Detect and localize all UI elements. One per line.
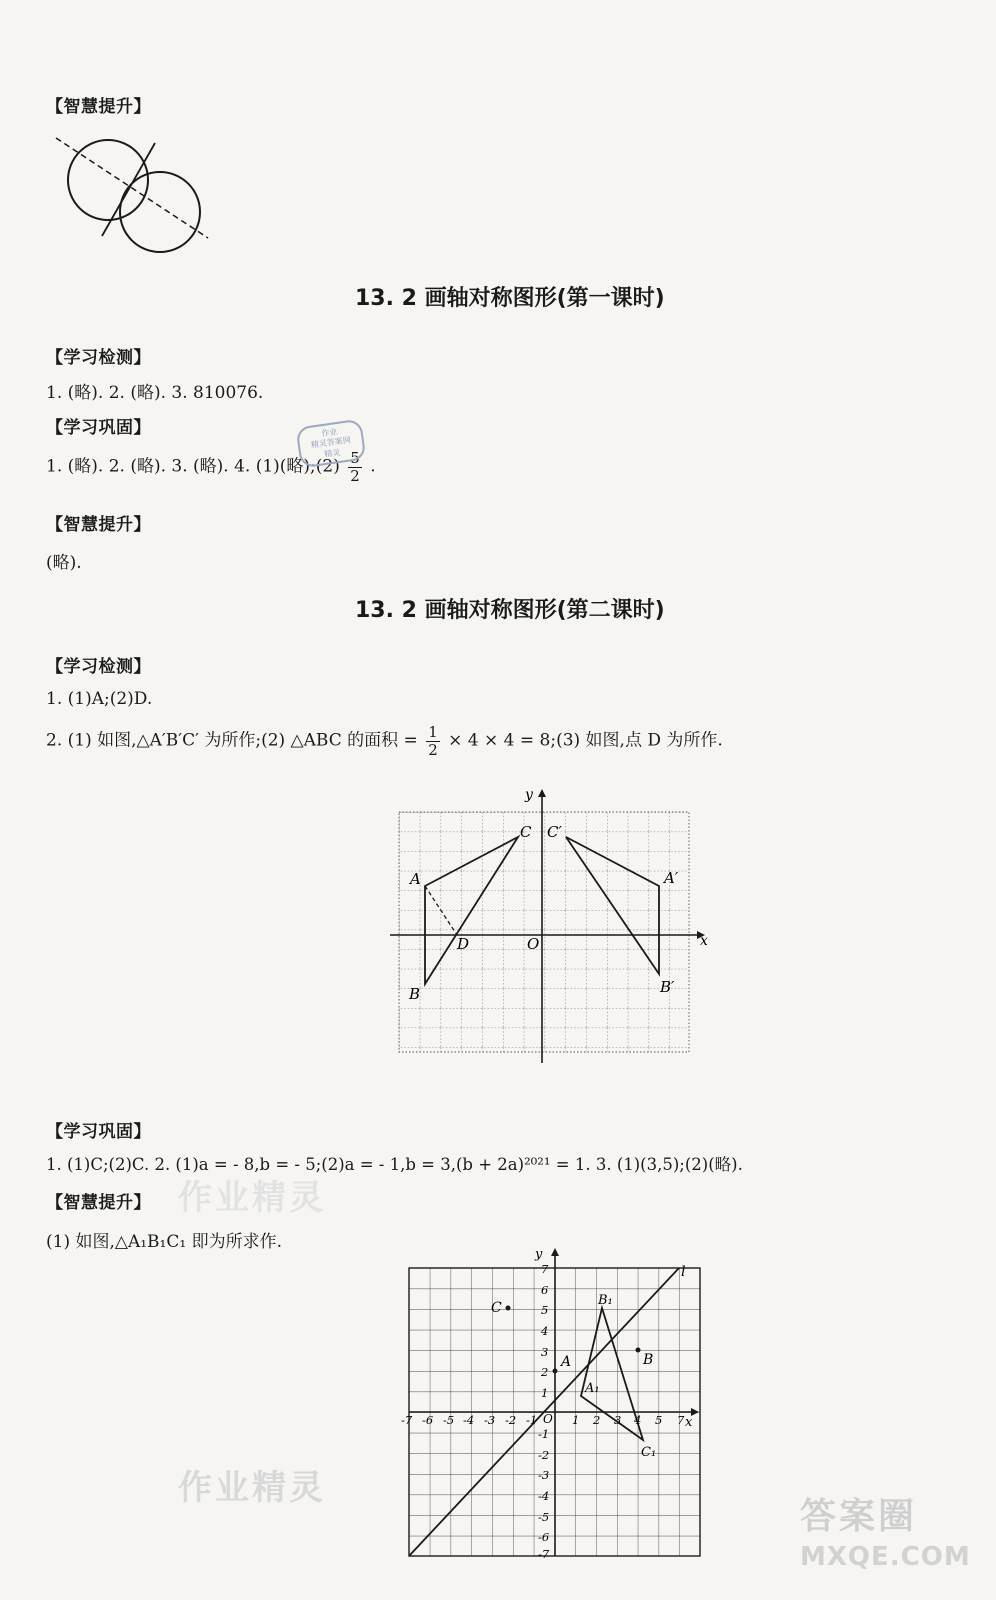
lesson-title-2: 13. 2 画轴对称图形(第二课时) [355, 598, 665, 623]
x-tick: -3 [484, 1413, 496, 1427]
y-tick: 1 [541, 1386, 549, 1400]
label-b: B [409, 985, 421, 1003]
y-tick: 7 [541, 1262, 549, 1276]
y-tick: -7 [538, 1547, 550, 1561]
label-x: x [700, 933, 708, 949]
x-tick: 2 [593, 1413, 601, 1427]
stamp-text: 精灵答案网 [310, 435, 352, 451]
answer-line: (1) 如图,△A₁B₁C₁ 即为所求作. [46, 1232, 282, 1252]
answer-line: 1. (1)C;(2)C. 2. (1)a = - 8,b = - 5;(2)a = - 1,b = 3,(b + 2a)²⁰²¹ = 1. 3. (1)(3,5);(2)(略). [46, 1155, 743, 1174]
section-header-zhihui-1: 【智慧提升】 [46, 515, 151, 535]
answer-line: 1. (1)A;(2)D. [46, 689, 153, 709]
watermark: 作业精灵 [178, 1178, 326, 1218]
label-o: O [527, 935, 540, 953]
point-c [506, 1306, 511, 1311]
two-circles-figure [50, 128, 220, 258]
watermark: MXQE.COM [800, 1542, 971, 1572]
y-tick: 6 [541, 1283, 549, 1297]
label-y: y [525, 787, 533, 803]
lesson-title-1: 13. 2 画轴对称图形(第一课时) [355, 286, 665, 311]
y-tick: 4 [541, 1324, 549, 1338]
watermark: 作业精灵 [178, 1468, 326, 1508]
label-l: l [681, 1264, 686, 1280]
point-a [553, 1369, 558, 1374]
stamp-text: 作业 [320, 427, 339, 439]
fraction-denominator: 2 [428, 740, 438, 759]
x-tick: -7 [401, 1413, 413, 1427]
stamp-text: 精灵 [323, 447, 341, 459]
label-c1: C₁ [641, 1445, 657, 1460]
fraction-denominator: 2 [350, 466, 360, 485]
y-tick: 5 [541, 1303, 549, 1317]
label-c-prime: C′ [547, 823, 562, 841]
answer-text: 2. (1) 如图,△A′B′C′ 为所作;(2) △ABC 的面积 = [46, 730, 418, 751]
y-axis-arrow [538, 789, 546, 797]
label-b1: B₁ [598, 1293, 613, 1308]
label-c: C [520, 823, 532, 841]
point-b [636, 1348, 641, 1353]
label-c: C [491, 1300, 502, 1316]
x-tick: 1 [572, 1413, 580, 1427]
y-tick: -6 [538, 1530, 550, 1544]
section-header-gonggu-2: 【学习巩固】 [46, 1122, 151, 1142]
section-header-gonggu-1: 【学习巩固】 [46, 418, 151, 438]
answer-text: . [370, 456, 376, 477]
label-b: B [643, 1352, 654, 1368]
answer-text: 1. (略). 2. (略). 3. (略). 4. (1)(略);(2) [46, 456, 340, 477]
label-x: x [685, 1415, 693, 1430]
answer-line: 1. (略). 2. (略). 3. 810076. [46, 383, 264, 403]
y-axis-arrow [551, 1248, 559, 1256]
label-y: y [535, 1247, 543, 1262]
label-a-prime: A′ [664, 869, 679, 887]
y-tick: -4 [538, 1489, 550, 1503]
answer-text: × 4 × 4 = 8;(3) 如图,点 D 为所作. [448, 730, 723, 751]
x-tick: -4 [463, 1413, 475, 1427]
x-tick: 3 [614, 1413, 622, 1427]
label-o: O [543, 1412, 553, 1426]
x-tick: -5 [443, 1413, 455, 1427]
section-header-zhihui-2: 【智慧提升】 [46, 1193, 151, 1213]
symmetry-axis-dashed [56, 138, 208, 238]
label-b-prime: B′ [660, 978, 675, 996]
answer-line: (略). [46, 553, 82, 573]
answer-line [46, 724, 723, 758]
fraction-numerator: 5 [350, 449, 360, 467]
y-tick: -1 [538, 1427, 550, 1441]
section-header-jiance-1: 【学习检测】 [46, 348, 151, 368]
label-a: A [410, 870, 421, 888]
symmetry-graph-2 [395, 1246, 705, 1566]
fraction-numerator: 1 [428, 723, 438, 741]
section-header-jiance-2: 【学习检测】 [46, 657, 151, 677]
x-tick: -1 [526, 1413, 538, 1427]
label-a1: A₁ [585, 1381, 600, 1396]
watermark: 答案圈 [800, 1496, 918, 1537]
grid [399, 812, 689, 1052]
x-tick: 7 [677, 1413, 685, 1427]
x-tick: 4 [634, 1413, 642, 1427]
y-tick: 3 [541, 1345, 549, 1359]
x-tick: -6 [422, 1413, 434, 1427]
label-a: A [561, 1354, 572, 1370]
y-tick: -2 [538, 1448, 550, 1462]
symmetry-graph-1 [385, 785, 715, 1070]
label-d: D [457, 935, 470, 953]
x-tick: 5 [655, 1413, 663, 1427]
y-tick: -3 [538, 1468, 550, 1482]
y-tick: 2 [541, 1365, 549, 1379]
section-header: 【智慧提升】 [46, 97, 151, 117]
fraction [426, 724, 440, 758]
x-tick: -2 [505, 1413, 517, 1427]
y-tick: -5 [538, 1510, 550, 1524]
